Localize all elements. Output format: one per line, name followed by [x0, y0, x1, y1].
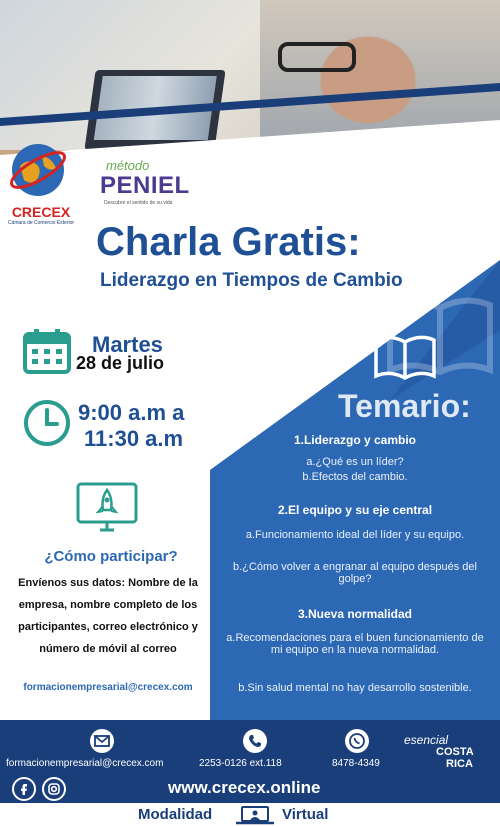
temario-section-2-item-b: b.¿Cómo volver a engranar al equipo después del golpe? — [233, 561, 477, 585]
event-time-end: 11:30 a.m — [84, 426, 184, 451]
temario-section-2-item-a: a.Funcionamiento ideal del líder y su equipo. — [245, 529, 465, 541]
modalidad-label: Modalidad — [138, 806, 213, 823]
website-link[interactable]: www.crecex.online — [168, 778, 321, 797]
temario-section-3-title: 3.Nueva normalidad — [297, 607, 413, 621]
temario-section-1-title: 1.Liderazgo y cambio — [293, 433, 417, 447]
page-subtitle: Liderazgo en Tiempos de Cambio — [100, 270, 403, 291]
costa-text: COSTA — [436, 746, 474, 758]
temario-section-1-item-a: a.¿Qué es un líder? — [306, 456, 404, 468]
virtual-label: Virtual — [282, 806, 329, 823]
instagram-icon[interactable] — [42, 777, 66, 801]
glasses — [278, 42, 356, 72]
temario-section-3-item-a: a.Recomendaciones para el buen funcionamiento de mi equipo en la nueva normalidad. — [226, 632, 484, 656]
event-time-start: 9:00 a.m a — [78, 400, 185, 425]
esencial-logo-text: esencial — [404, 733, 449, 747]
laptop-icon — [232, 805, 278, 825]
rica-text: RICA — [446, 758, 473, 770]
monitor-rocket-icon — [74, 480, 140, 540]
event-date: 28 de julio — [76, 353, 165, 373]
footer-email[interactable]: formacionempresarial@crecex.com — [6, 758, 164, 769]
temario-section-2-title: 2.El equipo y su eje central — [277, 503, 433, 517]
page-title: Charla Gratis: — [96, 220, 361, 264]
participation-email-link[interactable]: formacionempresarial@crecex.com — [23, 682, 193, 693]
email-icon — [90, 729, 114, 753]
calendar-icon — [22, 326, 72, 376]
temario-section-3-item-b: b.Sin salud mental no hay desarrollo sostenible. — [238, 682, 472, 694]
crecex-logo-text: CRECEX — [11, 204, 71, 220]
temario-section-1-item-b: b.Efectos del cambio. — [302, 471, 408, 483]
peniel-logo-text: PENIEL — [100, 172, 190, 199]
peniel-metodo: método — [106, 158, 150, 173]
footer-phone[interactable]: 2253-0126 ext.118 — [199, 758, 282, 769]
event-day: Martes — [92, 332, 163, 357]
participation-heading: ¿Cómo participar? — [44, 548, 178, 565]
clock-icon — [22, 398, 72, 448]
whatsapp-icon — [345, 729, 369, 753]
participation-text: Envíenos sus datos: Nombre de la empresa, nombre completo de los participantes, correo electrónico y número de móvil al correo — [18, 577, 198, 655]
footer-whatsapp[interactable]: 8478-4349 — [332, 758, 380, 769]
phone-icon — [243, 729, 267, 753]
crecex-globe-logo — [6, 138, 70, 202]
peniel-tagline: Descubre el sentido de su vida — [104, 200, 173, 206]
book-icon — [372, 334, 438, 382]
facebook-icon[interactable] — [12, 777, 36, 801]
crecex-subtitle: Cámara de Comercio Exterior — [7, 220, 75, 226]
temario-heading: Temario: — [338, 388, 471, 424]
